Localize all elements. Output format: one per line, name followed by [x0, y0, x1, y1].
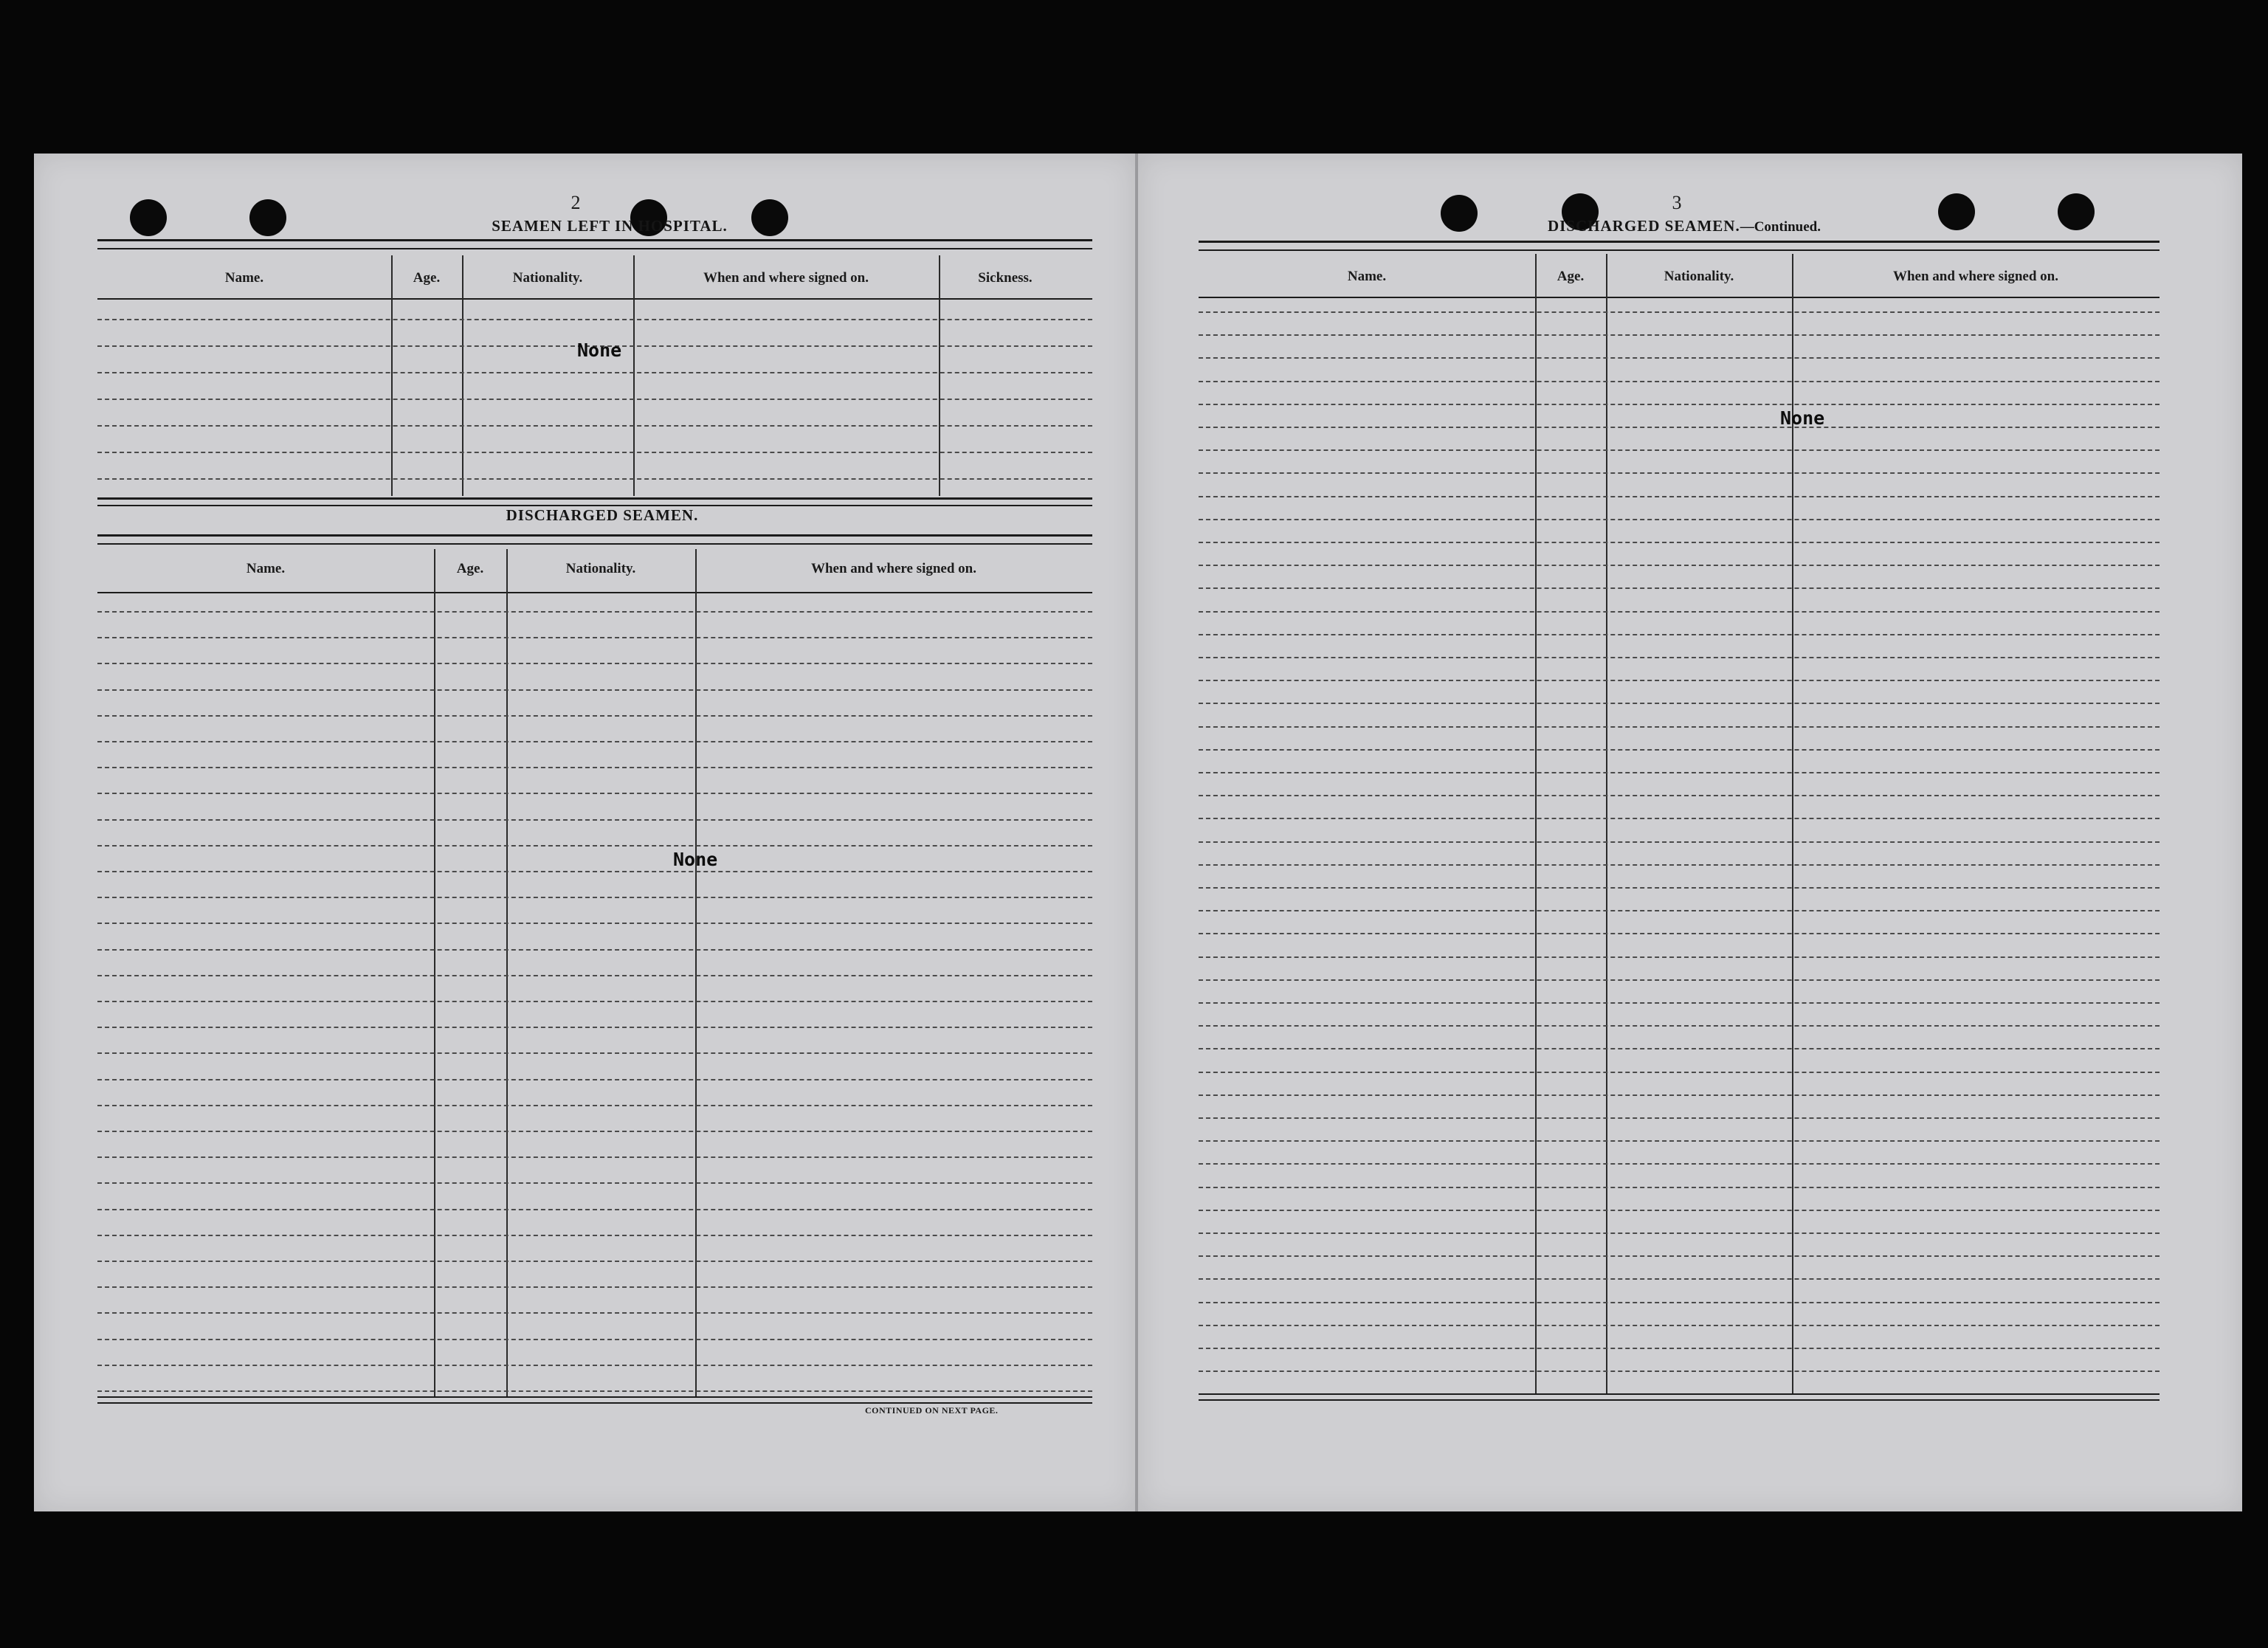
col-age: Age.	[413, 270, 441, 286]
column-divider	[391, 255, 393, 496]
entry-line	[1199, 472, 2160, 474]
entry-line	[1199, 1302, 2160, 1303]
hospital-section-title: SEAMEN LEFT IN HOSPITAL.	[492, 217, 728, 235]
entry-line	[1199, 749, 2160, 751]
entry-line	[97, 1286, 1092, 1288]
entry-line	[1199, 1232, 2160, 1234]
entry-line	[97, 637, 1092, 638]
entry-line	[1199, 1348, 2160, 1349]
entry-line	[97, 1235, 1092, 1236]
entry-line	[97, 1027, 1092, 1028]
continued-top-rule-2	[1199, 249, 2160, 251]
entry-line	[1199, 519, 2160, 520]
entry-line	[97, 845, 1092, 847]
entry-line	[97, 1365, 1092, 1366]
discharged-section-title: DISCHARGED SEAMEN.	[506, 506, 699, 524]
entry-line	[97, 1182, 1092, 1184]
entry-line	[1199, 726, 2160, 728]
column-divider	[1535, 254, 1537, 1395]
entry-line	[1199, 887, 2160, 889]
right-page	[1138, 154, 2242, 1511]
column-divider	[462, 255, 463, 496]
column-divider	[633, 255, 635, 496]
entry-line	[1199, 956, 2160, 958]
discharged-continued-title-main: DISCHARGED SEAMEN.	[1548, 217, 1740, 235]
entry-line	[97, 1105, 1092, 1106]
col-nationality: Nationality.	[512, 270, 583, 286]
entry-line	[1199, 1025, 2160, 1027]
entry-line	[1199, 587, 2160, 589]
entry-line	[1199, 334, 2160, 336]
entry-line	[97, 1339, 1092, 1340]
entry-line	[1199, 1048, 2160, 1049]
entry-line	[97, 425, 1092, 427]
hospital-none-entry: None	[577, 339, 622, 361]
entry-line	[1199, 1072, 2160, 1073]
entry-line	[97, 949, 1092, 951]
entry-line	[1199, 1278, 2160, 1280]
entry-line	[97, 767, 1092, 768]
col-signed-on: When and where signed on.	[810, 561, 976, 576]
entry-line	[1199, 657, 2160, 658]
entry-line	[1199, 1094, 2160, 1096]
entry-line	[97, 1156, 1092, 1158]
col-name: Name.	[1347, 269, 1387, 284]
discharged-continued-title-suffix: —Continued.	[1740, 219, 1821, 235]
col-name: Name.	[224, 270, 264, 286]
entry-line	[1199, 1163, 2160, 1165]
continued-bottom-rule-2	[1199, 1399, 2160, 1401]
entry-line	[1199, 565, 2160, 566]
col-nationality: Nationality.	[565, 561, 636, 576]
entry-line	[1199, 1117, 2160, 1119]
entry-line	[1199, 1002, 2160, 1004]
hospital-top-rule-2	[97, 248, 1092, 249]
entry-line	[97, 1131, 1092, 1132]
entry-line	[97, 452, 1092, 453]
entry-line	[97, 793, 1092, 794]
entry-line	[1199, 1255, 2160, 1257]
col-nationality: Nationality.	[1664, 269, 1734, 284]
entry-line	[97, 399, 1092, 400]
entry-line	[97, 319, 1092, 320]
entry-line	[1199, 864, 2160, 866]
entry-line	[97, 1052, 1092, 1054]
entry-line	[97, 1261, 1092, 1262]
entry-line	[97, 975, 1092, 976]
entry-line	[97, 819, 1092, 821]
hospital-top-rule	[97, 239, 1092, 241]
entry-line	[1199, 634, 2160, 635]
hospital-table	[97, 255, 1092, 499]
discharged-bottom-rule	[97, 1396, 1092, 1398]
col-age: Age.	[456, 561, 484, 576]
entry-line	[1199, 795, 2160, 796]
page-number: 2	[571, 192, 581, 213]
entry-line	[1199, 611, 2160, 613]
punch-hole	[1938, 193, 1975, 230]
discharged-top-rule	[97, 534, 1092, 537]
entry-line	[97, 1209, 1092, 1210]
entry-line	[1199, 427, 2160, 428]
col-signed-on: When and where signed on.	[703, 270, 869, 286]
entry-line	[97, 871, 1092, 872]
entry-line	[1199, 404, 2160, 405]
entry-line	[97, 372, 1092, 373]
entry-line	[97, 923, 1092, 924]
entry-line	[1199, 542, 2160, 543]
discharged-continued-table	[1199, 254, 2160, 1401]
column-divider	[695, 549, 697, 1398]
entry-line	[97, 611, 1092, 613]
entry-line	[97, 1390, 1092, 1392]
entry-line	[1199, 703, 2160, 704]
column-divider	[434, 549, 435, 1398]
left-page	[34, 154, 1135, 1511]
entry-line	[1199, 910, 2160, 911]
entry-line	[1199, 311, 2160, 313]
column-divider	[1606, 254, 1607, 1395]
col-name: Name.	[246, 561, 286, 576]
entry-line	[1199, 381, 2160, 382]
entry-line	[1199, 841, 2160, 843]
punch-hole	[249, 199, 286, 236]
discharged-bottom-rule-2	[97, 1402, 1092, 1404]
entry-line	[1199, 979, 2160, 981]
entry-line	[97, 1079, 1092, 1080]
discharged-none-entry: None	[673, 849, 718, 870]
discharged-table	[97, 549, 1092, 1401]
page-number: 3	[1672, 192, 1682, 213]
col-sickness: Sickness.	[978, 270, 1033, 286]
entry-line	[1199, 496, 2160, 497]
col-signed-on: When and where signed on.	[1892, 269, 2058, 284]
discharged-continued-title	[1448, 217, 1920, 235]
entry-line	[97, 897, 1092, 898]
punch-hole	[2058, 193, 2095, 230]
entry-line	[1199, 1371, 2160, 1372]
entry-line	[1199, 1140, 2160, 1142]
continued-note: CONTINUED ON NEXT PAGE.	[865, 1405, 999, 1416]
entry-line	[1199, 933, 2160, 934]
column-divider	[939, 255, 940, 496]
col-age: Age.	[1557, 269, 1585, 284]
entry-line	[97, 663, 1092, 664]
punch-hole	[130, 199, 167, 236]
entry-line	[1199, 1325, 2160, 1326]
discharged-top-rule-2	[97, 543, 1092, 545]
entry-line	[1199, 818, 2160, 819]
entry-line	[1199, 1210, 2160, 1211]
entry-line	[97, 689, 1092, 691]
entry-line	[97, 741, 1092, 742]
column-divider	[506, 549, 508, 1398]
entry-line	[97, 478, 1092, 480]
entry-line	[97, 1312, 1092, 1314]
entry-line	[1199, 772, 2160, 773]
entry-line	[1199, 449, 2160, 451]
entry-line	[97, 715, 1092, 717]
entry-line	[97, 1001, 1092, 1002]
continued-top-rule	[1199, 241, 2160, 243]
entry-line	[1199, 1187, 2160, 1188]
hospital-bottom-rule	[97, 497, 1092, 500]
entry-line	[1199, 357, 2160, 359]
entry-line	[1199, 680, 2160, 681]
continued-bottom-rule	[1199, 1393, 2160, 1395]
continued-none-entry: None	[1780, 407, 1825, 429]
